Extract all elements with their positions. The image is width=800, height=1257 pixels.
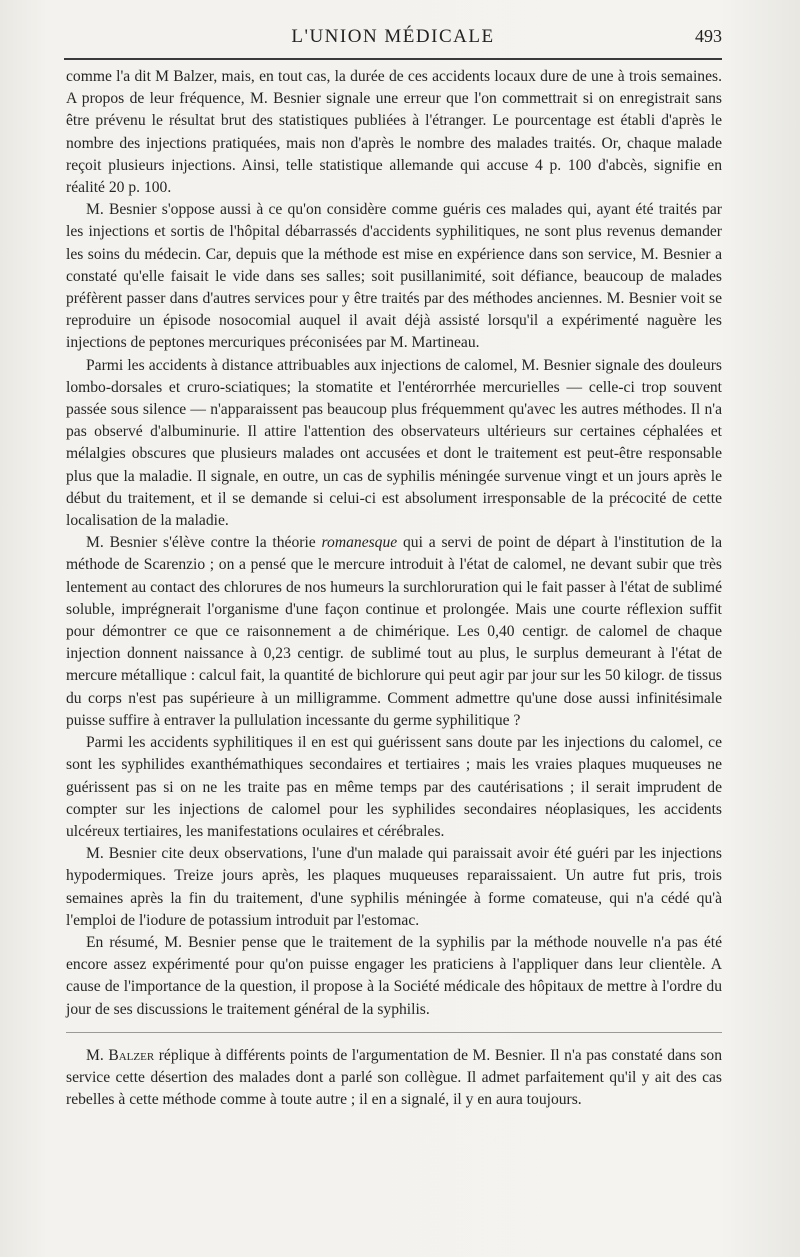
reply-speaker: Balzer	[108, 1046, 155, 1064]
paragraph-7: En résumé, M. Besnier pense que le traitement de la syphilis par la méthode nouvelle n'a pas été encore assez expérimenté pour qu'on puisse engager les praticiens à l'appliquer dans leur clientèle. A cause de l'importance de la question, il propose à la Société médicale des hôpitaux de mettre à l'ordre du jour de ses discussions le traitement général de la syphilis.	[66, 933, 722, 1018]
article-body	[66, 66, 722, 1111]
paragraph-1: comme l'a dit M Balzer, mais, en tout cas, la durée de ces accidents locaux dure de une à trois semaines. A propos de leur fréquence, M. Besnier signale une erreur que l'on commettrait si on enregistrait sans être prévenu le résultat brut des statistiques publiées à l'étranger. Le pourcentage est établi d'après le nombre des injections pratiquées, mais non d'après le nombre des malades traités. Or, chaque malade reçoit plusieurs injections. Ainsi, telle statistique allemande qui accuse 4 p. 100 d'abcès, signifie en réalité 20 p. 100.	[66, 68, 722, 197]
paragraph-4-start: M. Besnier s'élève contre la théorie	[86, 534, 322, 552]
journal-title: L'UNION MÉDICALE	[291, 26, 495, 47]
section-divider	[66, 1032, 722, 1033]
page-number: 493	[695, 26, 722, 46]
reply-prefix: M.	[86, 1046, 109, 1064]
paragraph-3: Parmi les accidents à distance attribuables aux injections de calomel, M. Besnier signale des douleurs lombo-dorsales et cruro-sciatiques; la stomatite et l'entérorrhée mercurielles — celle-ci trop souvent passée sous silence — n'apparaissent pas beaucoup plus fréquemment qu'avec les autres méthodes. Il n'a pas observé d'albuminurie. Il attire l'attention des observateurs ultérieurs sur certaines céphalées et mélalgies obscures que plusieurs malades ont accusées et dont le traitement est peut-être responsable plus que la maladie. Il signale, en outre, un cas de syphilis méningée survenue vingt et un jours après le début du traitement, et il se demande si celui-ci est absolument irresponsable de la précocité de cette localisation de la maladie.	[66, 356, 722, 530]
reply-text: réplique à différents points de l'argumentation de M. Besnier. Il n'a pas constaté dans son service cette désertion des malades dont a parlé son collègue. Il admet parfaitement qu'il y ait des cas rebelles à cette méthode comme à toute autre ; il en a signalé, il y en aura toujours.	[66, 1046, 722, 1109]
paragraph-4-rest: qui a servi de point de départ à l'institution de la méthode de Scarenzio ; on a pensé que le mercure introduit à l'état de calomel, ne devant subir que très lentement au contact des chlorures de nos humeurs la surchloruration qui le fait passer à l'état de sublimé soluble, imprégnerait l'organisme d'une façon continue et prolongée. Mais une courte réflexion suffit pour démontrer ce que ce raisonnement a de chimérique. Les 0,40 centigr. de calomel de chaque injection donnent naissance à 0,23 centigr. de sublimé tout au plus, le surplus demeurant à l'état de mercure métallique : calcul fait, la quantité de bichlorure qui peut agir par jour sur les 50 kilogr. de tissus du corps n'est pas supérieure à un milligramme. Comment admettre qu'une dose aussi infinitésimale puisse suffire à entraver la pullulation incessante du germe syphilitique ?	[66, 534, 723, 729]
paragraph-5: Parmi les accidents syphilitiques il en est qui guérissent sans doute par les injections du calomel, ce sont les syphilides exanthémathiques secondaires et tertiaires ; mais les vraies plaques muqueuses ne guérissent pas si on ne les traite pas en même temps par des cautérisations ; il serait imprudent de compter sur les injections de calomel pour les syphilides secondaires néoplasiques, les accidents ulcéreux tertiaires, les manifestations oculaires et cérébrales.	[66, 734, 722, 840]
paragraph-4-italic: romanesque	[321, 534, 398, 552]
running-head	[64, 24, 722, 54]
paragraph-2: M. Besnier s'oppose aussi à ce qu'on considère comme guéris ces malades qui, ayant été traités par les injections et sortis de l'hôpital débarrassés d'accidents syphilitiques, ne sont plus revenus demander les soins du médecin. Car, depuis que la méthode est mise en expérience dans son service, M. Besnier a constaté qu'elle faisait le vide dans ses salles; soit pusillanimité, soit défiance, beaucoup de malades préfèrent passer dans d'autres services pour y être traités par des méthodes anciennes. M. Besnier voit se reproduire un épisode nosocomial auquel il avait déjà assisté lorsqu'il a expérimenté naguère les injections de peptones mercuriques préconisées par M. Martineau.	[66, 201, 722, 352]
paragraph-4	[66, 532, 722, 732]
paragraph-reply	[66, 1045, 722, 1112]
paragraph-6: M. Besnier cite deux observations, l'une d'un malade qui paraissait avoir été guéri par les injections hypodermiques. Treize jours après, les plaques muqueuses reparaissaient. Un autre fut pris, trois semaines après la fin du traitement, d'une syphilis méningée à forme comateuse, qui n'a cédé qu'à l'emploi de l'iodure de potassium introduit par l'estomac.	[66, 845, 722, 929]
header-rule	[64, 58, 722, 60]
